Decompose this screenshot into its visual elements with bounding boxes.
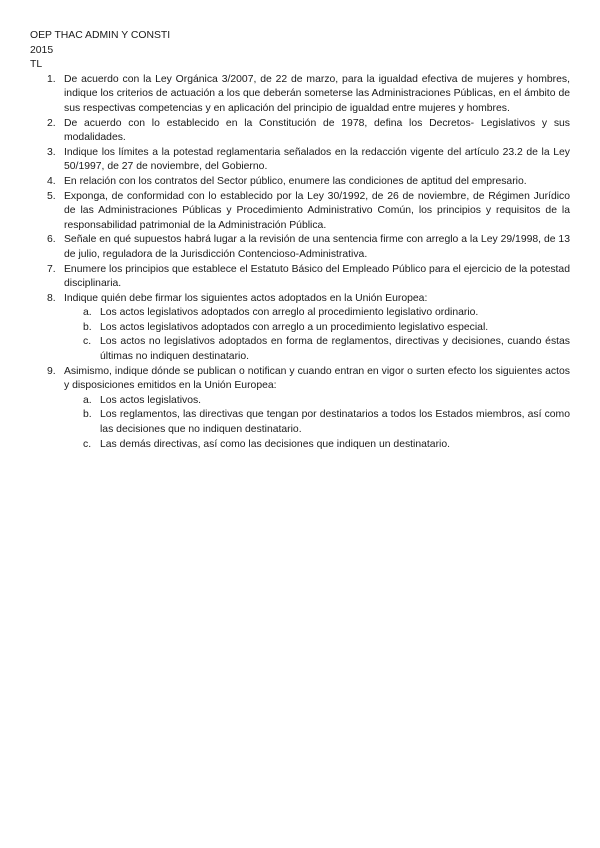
sub-item <box>64 394 570 409</box>
sub-item-text: Los actos no legislativos adoptados en forma de reglamentos, directivas y decisiones, cuando éstas últimas no indiquen destinatario. <box>100 336 570 363</box>
question-number: 2. <box>47 117 56 129</box>
question-text: En relación con los contratos del Sector público, enumere las condiciones de aptitud del empresario. <box>64 175 527 187</box>
sub-item <box>64 321 570 336</box>
question-number: 7. <box>47 263 56 275</box>
question-text: Asimismo, indique dónde se publican o notifican y cuando entran en vigor o surten efecto los siguientes actos y disposiciones emitidos en la Unión Europea: <box>64 365 570 392</box>
question-number: 8. <box>47 292 56 304</box>
sub-item <box>64 306 570 321</box>
question-item <box>30 292 570 365</box>
question-number: 6. <box>47 234 56 246</box>
exam-code: TL <box>30 59 43 71</box>
sub-item-letter: c. <box>83 336 92 348</box>
sub-item-list <box>64 394 570 452</box>
question-item <box>30 146 570 175</box>
question-number: 1. <box>47 73 56 85</box>
sub-item-letter: a. <box>83 307 92 319</box>
sub-item-letter: b. <box>83 321 92 333</box>
sub-item-text: Los actos legislativos adoptados con arreglo al procedimiento legislativo ordinario. <box>100 307 479 319</box>
question-text: Indique los límites a la potestad reglamentaria señalados en la redacción vigente del artículo 23.2 de la Ley 50/1997, de 27 de noviembre, del Gobierno. <box>64 146 570 173</box>
question-text: Señale en qué supuestos habrá lugar a la revisión de una sentencia firme con arreglo a la Ley 29/1998, de 13 de julio, reguladora de la Jurisdicción Contencioso-Administrativa. <box>64 234 570 260</box>
sub-item-text: Los actos legislativos adoptados con arreglo a un procedimiento legislativo especial. <box>100 321 489 333</box>
sub-item-text: Las demás directivas, así como las decisiones que indiquen un destinatario. <box>100 438 451 450</box>
question-number: 4. <box>47 175 56 187</box>
sub-item <box>64 335 570 364</box>
sub-item-letter: c. <box>83 438 92 450</box>
question-item <box>30 365 570 453</box>
question-item <box>30 190 570 234</box>
sub-item-letter: a. <box>83 394 92 406</box>
exam-title: OEP THAC ADMIN Y CONSTI <box>30 30 171 41</box>
question-item <box>30 233 570 262</box>
sub-item <box>64 408 570 437</box>
sub-item-list <box>64 306 570 364</box>
question-list <box>30 73 570 452</box>
question-item <box>30 175 570 190</box>
question-text: Exponga, de conformidad con lo establecido por la Ley 30/1992, de 26 de noviembre, de Régimen Jurídico de las Administraciones Públicas y Procedimiento Administrativo Común, los principios y requisitos de la responsabilidad patrimonial de la Administración Pública. <box>64 190 570 231</box>
question-item <box>30 117 570 146</box>
sub-item-text: Los reglamentos, las directivas que tengan por destinatarios a todos los Estados miembros, así como las decisiones que no indiquen destinatario. <box>100 409 570 436</box>
exam-year: 2015 <box>30 44 54 56</box>
sub-item-letter: b. <box>83 409 92 421</box>
question-number: 5. <box>47 190 56 202</box>
question-item <box>30 263 570 292</box>
question-item <box>30 73 570 117</box>
question-number: 3. <box>47 146 56 158</box>
question-text: Indique quién debe firmar los siguientes actos adoptados en la Unión Europea: <box>64 292 428 304</box>
sub-item-text: Los actos legislativos. <box>100 394 202 406</box>
question-text: De acuerdo con la Ley Orgánica 3/2007, de 22 de marzo, para la igualdad efectiva de mujeres y hombres, indique los criterios de actuación a los que deberán someterse las Administraciones Públicas, en el ámbito de sus respectivas competencias y en aplicación del principio de igualdad entre mujeres y hombres. <box>64 73 570 114</box>
question-number: 9. <box>47 365 56 377</box>
sub-item <box>64 438 570 453</box>
question-text: De acuerdo con lo establecido en la Constitución de 1978, defina los Decretos- Legislativos y sus modalidades. <box>64 117 570 144</box>
question-text: Enumere los principios que establece el Estatuto Básico del Empleado Público para el ejercicio de la potestad disciplinaria. <box>64 263 570 290</box>
